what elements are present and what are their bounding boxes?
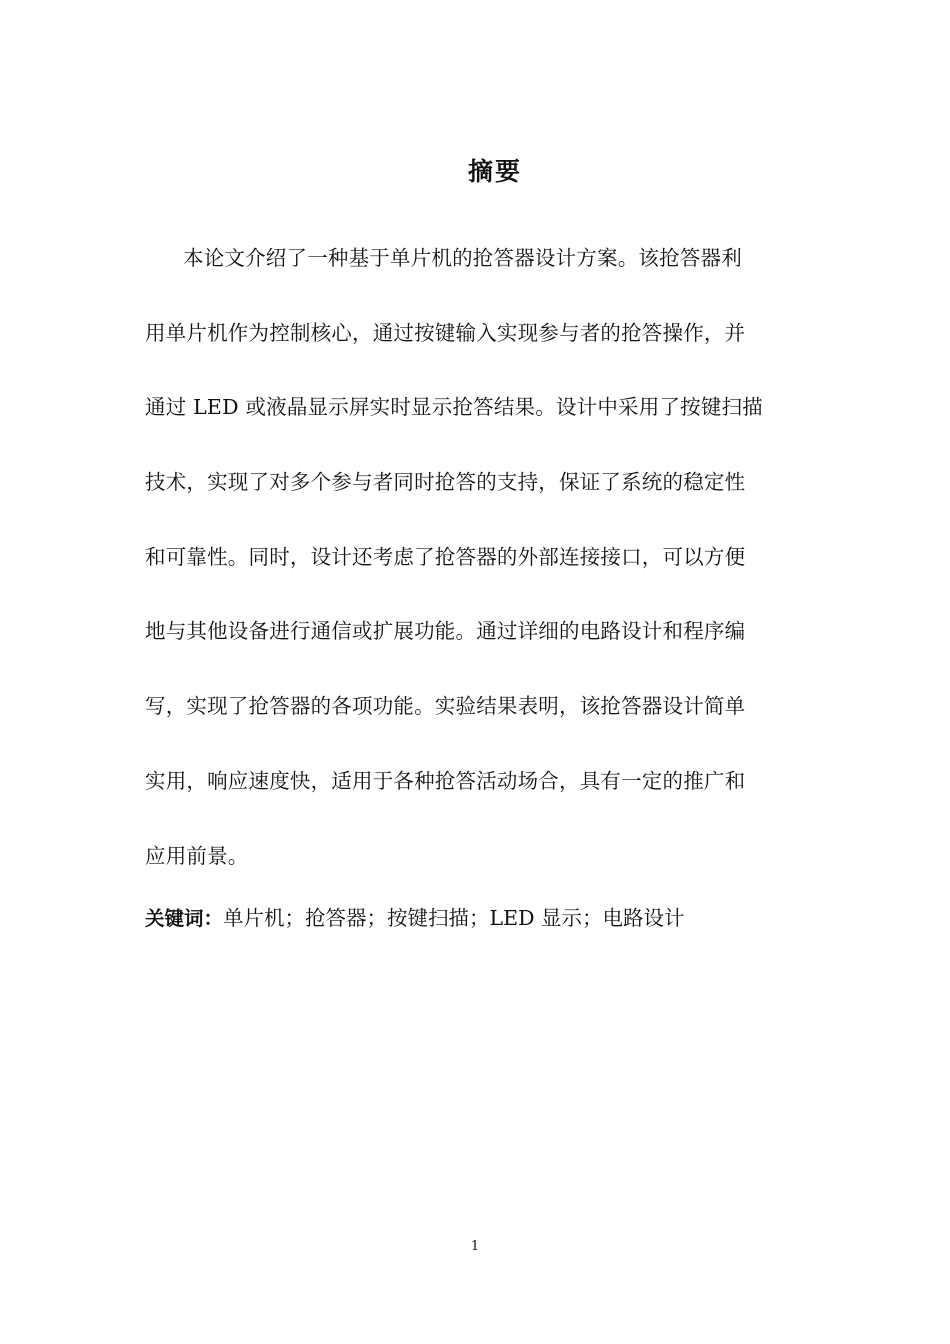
keywords-text: 单片机；抢答器；按键扫描；LED 显示；电路设计 bbox=[223, 906, 685, 930]
abstract-line-6: 地与其他设备进行通信或扩展功能。通过详细的电路设计和程序编 bbox=[145, 619, 746, 644]
abstract-line-9: 应用前景。 bbox=[145, 843, 249, 868]
page-number: 1 bbox=[470, 1239, 480, 1254]
abstract-line-1: 本论文介绍了一种基于单片机的抢答器设计方案。该抢答器利 bbox=[183, 246, 742, 270]
abstract-line-5: 和可靠性。同时，设计还考虑了抢答器的外部连接接口，可以方便 bbox=[145, 544, 746, 569]
abstract-line-8: 实用，响应速度快，适用于各种抢答活动场合，具有一定的推广和 bbox=[145, 768, 746, 793]
abstract-line-3: 通过 LED 或液晶显示屏实时显示抢答结果。设计中采用了按键扫描 bbox=[145, 395, 763, 420]
abstract-line-2: 用单片机作为控制核心，通过按键输入实现参与者的抢答操作，并 bbox=[145, 320, 746, 345]
abstract-line-4: 技术，实现了对多个参与者同时抢答的支持，保证了系统的稳定性 bbox=[145, 470, 746, 495]
abstract-line-7: 写，实现了抢答器的各项功能。实验结果表明，该抢答器设计简单 bbox=[145, 694, 746, 719]
abstract-body bbox=[145, 240, 805, 912]
keywords-label: 关键词： bbox=[145, 907, 224, 930]
keywords-row bbox=[145, 900, 825, 937]
abstract-title: 摘要 bbox=[467, 157, 522, 186]
